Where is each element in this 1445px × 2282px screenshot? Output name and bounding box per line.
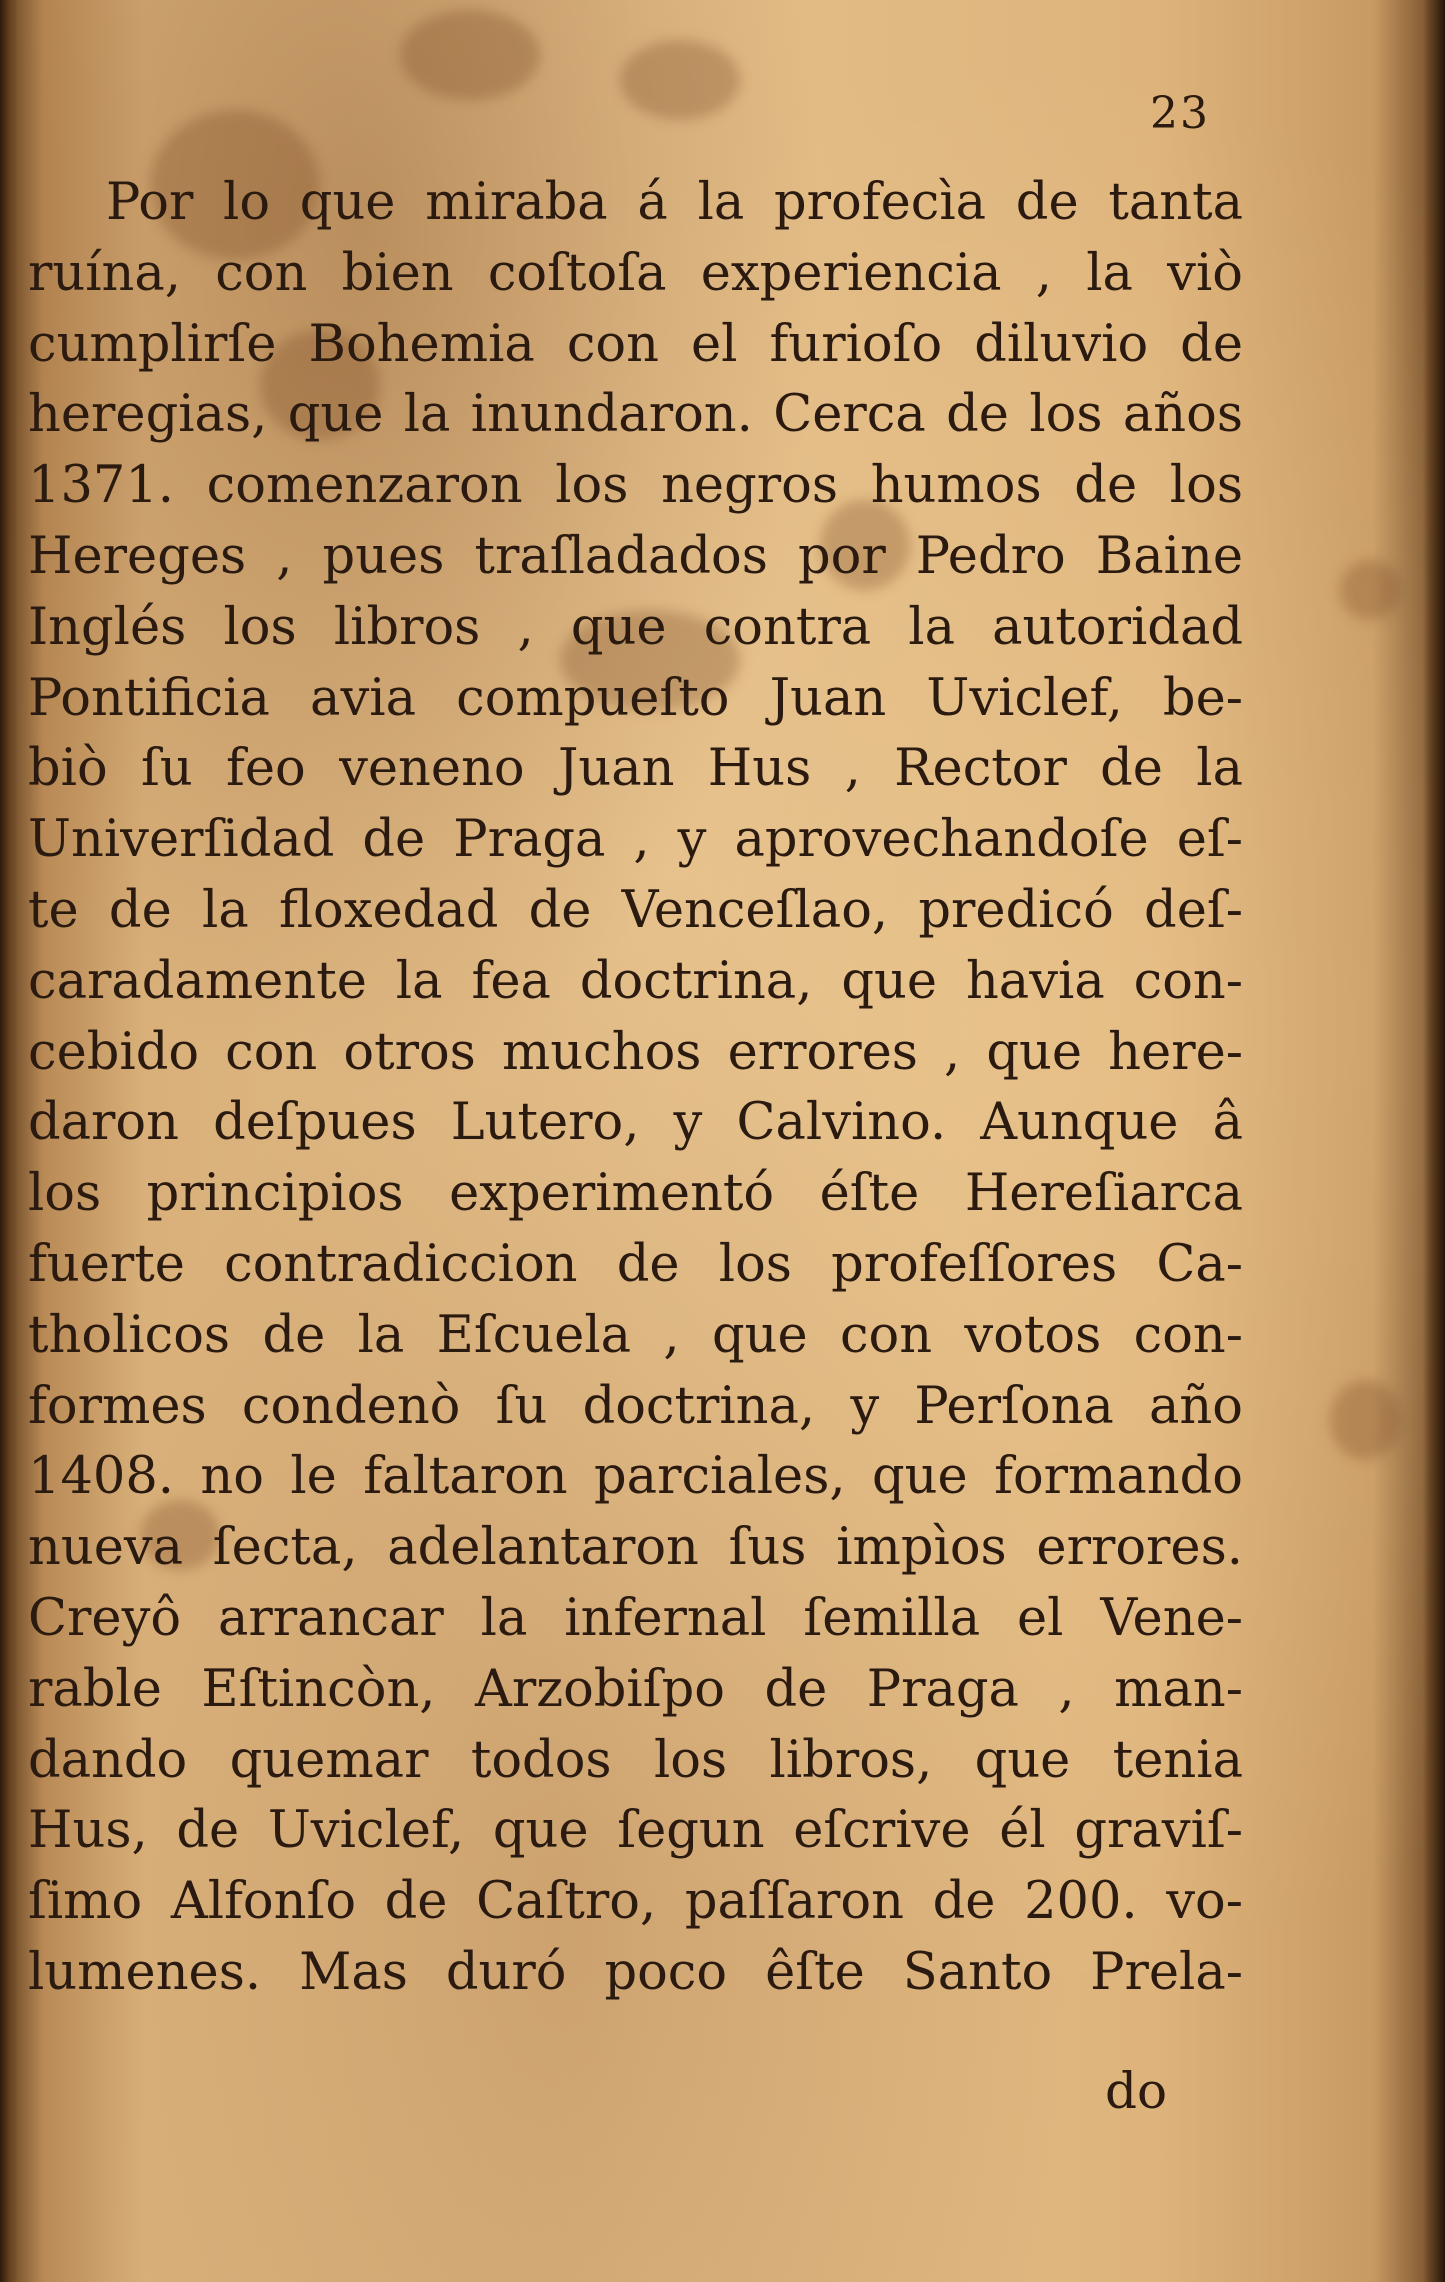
text-line: 1408. no le faltaron parciales, que formando <box>28 1447 1243 1507</box>
page-left-edge <box>0 0 18 2282</box>
text-line: tholicos de la Eſcuela , que con votos con- <box>28 1305 1243 1365</box>
text-line: nueva ſecta, adelantaron ſus impìos errores. <box>28 1518 1243 1578</box>
text-line: Por lo que miraba á la profecìa de tanta <box>106 173 1243 232</box>
text-line: los principios experimentó éſte Hereſiarca <box>28 1164 1243 1224</box>
text-line: daron deſpues Lutero, y Calvino. Aunque â <box>28 1093 1243 1153</box>
text-line: Pontificia avia compueſto Juan Uviclef, be- <box>28 668 1243 728</box>
text-line: biò ſu feo veneno Juan Hus , Rector de la <box>28 739 1243 799</box>
catchword: do <box>1105 2062 1168 2120</box>
page-number: 23 <box>1150 88 1210 139</box>
text-line: caradamente la fea doctrina, que havia con- <box>28 951 1243 1011</box>
stain <box>1340 560 1400 620</box>
body-text <box>28 168 1243 2009</box>
text-line: ruína, con bien coſtoſa experiencia , la viò <box>28 243 1243 303</box>
text-line: Hereges , pues traſladados por Pedro Baine <box>28 526 1243 586</box>
text-line: Inglés los libros , que contra la autoridad <box>28 597 1243 657</box>
text-line: lumenes. Mas duró poco êſte Santo Prela- <box>28 1942 1243 2002</box>
stain <box>620 40 740 120</box>
text-line: Univerſidad de Praga , y aprovechandoſe eſ- <box>28 810 1243 870</box>
text-line: dando quemar todos los libros, que tenia <box>28 1730 1243 1790</box>
stain <box>1330 1380 1400 1460</box>
text-line: rable Eſtincòn, Arzobiſpo de Praga , man- <box>28 1659 1243 1719</box>
text-line: cebido con otros muchos errores , que here- <box>28 1022 1243 1082</box>
text-line: fuerte contradiccion de los profeſſores Ca- <box>28 1234 1243 1294</box>
text-line: te de la floxedad de Venceſlao, predicó deſ- <box>28 880 1243 940</box>
text-line: cumplirſe Bohemia con el furioſo diluvio de <box>28 314 1243 374</box>
text-line: Hus, de Uviclef, que ſegun eſcrive él graviſ- <box>28 1801 1243 1861</box>
text-line: heregias, que la inundaron. Cerca de los años <box>28 385 1243 445</box>
text-line: Creyô arrancar la infernal ſemilla el Vene- <box>28 1588 1243 1648</box>
page-right-edge <box>1423 0 1445 2282</box>
text-line: ſimo Alfonſo de Caſtro, paſſaron de 200. vo- <box>28 1872 1243 1932</box>
text-line: formes condenò ſu doctrina, y Perſona año <box>28 1376 1243 1436</box>
stain <box>400 10 540 100</box>
text-line: 1371. comenzaron los negros humos de los <box>28 456 1243 516</box>
